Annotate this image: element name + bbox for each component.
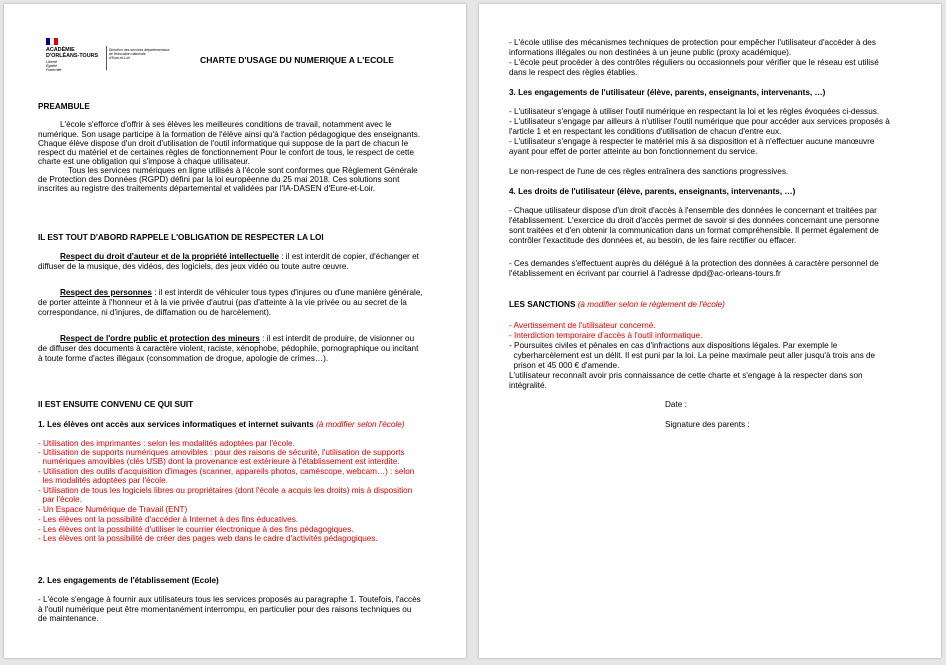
section-1-heading (38, 420, 405, 430)
sanction-item: cyberharcèlement est un délit. Il est puni par la loi. La peine maximale peut aller jusqu'à trois ans de (509, 351, 876, 360)
service-item: - Utilisation de tous les logiciels libres ou propriétaires (dont l'école a acquis les droits) mis à disposition (38, 486, 413, 495)
section-3-line: ayant pour effet de porter atteinte au bon fonctionnement du service. (509, 147, 758, 156)
date-label: Date : (665, 400, 687, 409)
signature-label: Signature des parents : (665, 420, 750, 429)
law-item-text: : il est interdit de produire, de visionner ou (259, 334, 415, 343)
section-3-line: - L'utilisateur s'engage à respecter le matériel mis à sa disposition et à n'effectuer aucune manœuvre (509, 137, 875, 146)
section-1-title: 1. Les élèves ont accès aux services informatiques et internet suivants (38, 420, 314, 429)
preamble-line: charte est une obligation qui s'impose à chaque utilisateur. (38, 157, 250, 166)
law-item-public-order (60, 334, 414, 344)
preamble-line: numérique. Son usage participe à la formation de l'élève ainsi qu'à l'action pédagogique des enseignants. (38, 130, 421, 139)
preamble-line: respect du matériel et de certaines règles de fonctionnement Pour le confort de tous, le respect de cette (38, 148, 414, 157)
law-item-line: de porter atteinte à l'honneur et à la vie privée d'autrui (pas d'atteinte à la vie privée ou au secret de la (38, 298, 407, 307)
section-3-heading: 3. Les engagements de l'utilisateur (élève, parents, enseignants, intervenants, …) (509, 88, 826, 97)
law-item-line: à toute forme d'actes illégaux (consommation de drogue, apologie de crimes…). (38, 354, 329, 363)
sanctions-heading (509, 300, 725, 310)
section-4-request-line: l'établissement en écrivant par courriel à l'adresse dpd@ac-orleans-tours.fr (509, 269, 781, 278)
preamble-line: Chaque élève dispose d'un droit d'utilisation de l'outil informatique qui suppose de la part de chacun le (38, 139, 409, 148)
sanction-item: - Avertissement de l'utilisateur concerné. (509, 321, 656, 330)
service-item: - Les élèves ont la possibilité d'accéder à Internet à des fins éducatives. (38, 515, 299, 524)
law-item-title: Respect des personnes (60, 288, 152, 297)
section-3-line: l'article 1 et en respectant les conditions d'utilisation de chacun d'entre eux. (509, 127, 782, 136)
section-2-line: de maintenance. (38, 614, 99, 623)
document-page-1 (4, 4, 466, 658)
section-2-heading: 2. Les engagements de l'établissement (Ecole) (38, 576, 219, 585)
section-4-line: - Chaque utilisateur dispose d'un droit d'accès à l'ensemble des données le concernant et traitées par (509, 206, 877, 215)
law-item-text: : il est interdit de copier, d'échanger et (278, 252, 419, 261)
motto-egalite: Égalité (46, 64, 57, 68)
section-4-request-line: - Ces demandes s'effectuent auprès du délégué à la protection des données à caractère personnel de (509, 259, 879, 268)
service-item: - Les élèves ont la possibilité de créer des pages web dans le cadre d'activités pédagogiques. (38, 534, 378, 543)
service-line-1: Direction des services départementaux (109, 48, 170, 52)
motto-liberte: Liberté (46, 60, 57, 64)
preamble-line: L'école s'efforce d'offrir à ses élèves les meilleures conditions de travail, notamment avec le (60, 120, 392, 129)
law-item-title: Respect de l'ordre public et protection des mineurs (60, 334, 260, 343)
law-item-line: de diffuser des documents à caractère violent, raciste, xénophobe, pédophile, pornographique ou incitant (38, 344, 419, 353)
flag-icon (46, 38, 58, 45)
law-item-text: : il est interdit de véhiculer tous types d'injures ou d'une manière générale, (151, 288, 423, 297)
sanction-item: - Interdiction temporaire d'accès à l'outil informatique. (509, 331, 703, 340)
sanctions-modify-note: (à modifier selon le règlement de l'école) (577, 300, 725, 309)
service-item: les modalités adoptées par l'école. (38, 476, 168, 485)
section-4-line: l'établissement. L'exercice du droit d'accès permet de savoir si des données concernant une personne (509, 216, 880, 225)
service-line-3: d'Eure-et-Loir (109, 56, 131, 60)
section-4-line: sont traitées et d'en obtenir la communication dans un format compréhensible. Il permet également de (509, 226, 879, 235)
preamble-heading: PREAMBULE (38, 102, 90, 111)
document-page-2 (479, 4, 941, 658)
section-2-cont-line: - L'école peut procéder à des contrôles réguliers ou occasionnels pour vérifier que le réseau est utilisé (509, 58, 879, 67)
section-3-line: - L'utilisateur s'engage à utiliser l'outil numérique en respectant la loi et les règles évoquées ci-dessus. (509, 107, 880, 116)
law-item-line: diffuser de la musique, des vidéos, des logiciels, des jeux vidéo ou toute autre œuvre. (38, 262, 349, 271)
modify-note: (à modifier selon l'école) (316, 420, 405, 429)
academy-name-line-1: ACADÉMIE (46, 47, 75, 53)
section-3-line: - L'utilisateur s'engage par ailleurs à n'utiliser l'outil numérique que pour accéder aux services proposés à (509, 117, 890, 126)
service-item: - Un Espace Numérique de Travail (ENT) (38, 505, 188, 514)
logo-divider (106, 46, 107, 70)
section-2-line: - L'école s'engage à fournir aux utilisateurs tous les services proposés au paragraphe 1. Toutefois, l'accès (38, 595, 421, 604)
sanction-item: prison et 45 000 € d'amende. (509, 361, 620, 370)
academy-logo (42, 38, 170, 82)
acknowledgement-line: L'utilisateur reconnaît avoir pris connaissance de cette charte et s'engage à la respecter dans son (509, 371, 863, 380)
sanction-item: - Poursuites civiles et pénales en cas d'infractions aux dispositions légales. Par exemple le (509, 341, 838, 350)
agreed-section-heading: Il EST ENSUITE CONVENU CE QUI SUIT (38, 400, 194, 409)
service-line-2: de l'éducation nationale (109, 52, 146, 56)
law-item-persons (60, 288, 423, 298)
acknowledgement-line: intégralité. (509, 381, 547, 390)
section-3-note: Le non-respect de l'une de ces règles entraînera des sanctions progressives. (509, 167, 789, 176)
law-item-line: correspondance, ni d'injures, de diffamation ou de harcèlement). (38, 308, 272, 317)
preamble-line: de Protection des Données (RGPD) défini par la loi européenne du 25 mai 2018. Ces solutions sont (38, 175, 400, 184)
academy-name-line-2: D'ORLÉANS-TOURS (46, 53, 99, 59)
section-2-cont-line: informations illégales ou non destinées à un jeune public (proxy académique). (509, 48, 792, 57)
law-item-copyright (60, 252, 419, 262)
section-4-heading: 4. Les droits de l'utilisateur (élève, parents, enseignants, intervenants, …) (509, 187, 796, 196)
service-item: - Les élèves ont la possibilité d'utiliser le courrier électronique à des fins pédagogiques. (38, 525, 354, 534)
service-item: - Utilisation des imprimantes : selon les modalités adoptées par l'école. (38, 439, 295, 448)
motto-fraternite: Fraternité (46, 68, 62, 72)
service-item: numériques amovibles (clés USB) dont la provenance est extérieure à l'établissement est interdite. (38, 457, 400, 466)
sanctions-title: LES SANCTIONS (509, 300, 576, 309)
service-item: par l'école. (38, 495, 82, 504)
section-4-line: contrôler l'exactitude des données et, au besoin, de les faire rectifier ou effacer. (509, 236, 797, 245)
section-2-cont-line: - L'école utilise des mécanismes techniques de protection pour empêcher l'utilisateur d'accéder à des (509, 38, 876, 47)
service-item: - Utilisation de supports numériques amovibles : pour des raisons de sécurité, l'utilisation de supports (38, 448, 405, 457)
preamble-line: Tous les services numériques en ligne utilisés à l'école sont conformes que Règlement Générale (68, 166, 418, 175)
law-section-heading: IL EST TOUT D'ABORD RAPPELE L'OBLIGATION DE RESPECTER LA LOI (38, 233, 324, 242)
law-item-title: Respect du droit d'auteur et de la propriété intellectuelle (60, 252, 279, 261)
section-2-cont-line: dans le respect des règles établies. (509, 68, 638, 77)
section-2-line: à l'outil numérique peut être momentanément interrompu, en particulier pour des raisons techniques ou (38, 605, 412, 614)
service-item: - Utilisation des outils d'acquisition d'images (scanner, appareils photos, caméscope, webcam…) : selon (38, 467, 415, 476)
document-title: CHARTE D'USAGE DU NUMERIQUE A L'ECOLE (200, 55, 394, 65)
preamble-line: inscrites au registre des traitements départemental et validées par l'IA-DASEN d'Eure-et-Loir. (38, 184, 376, 193)
